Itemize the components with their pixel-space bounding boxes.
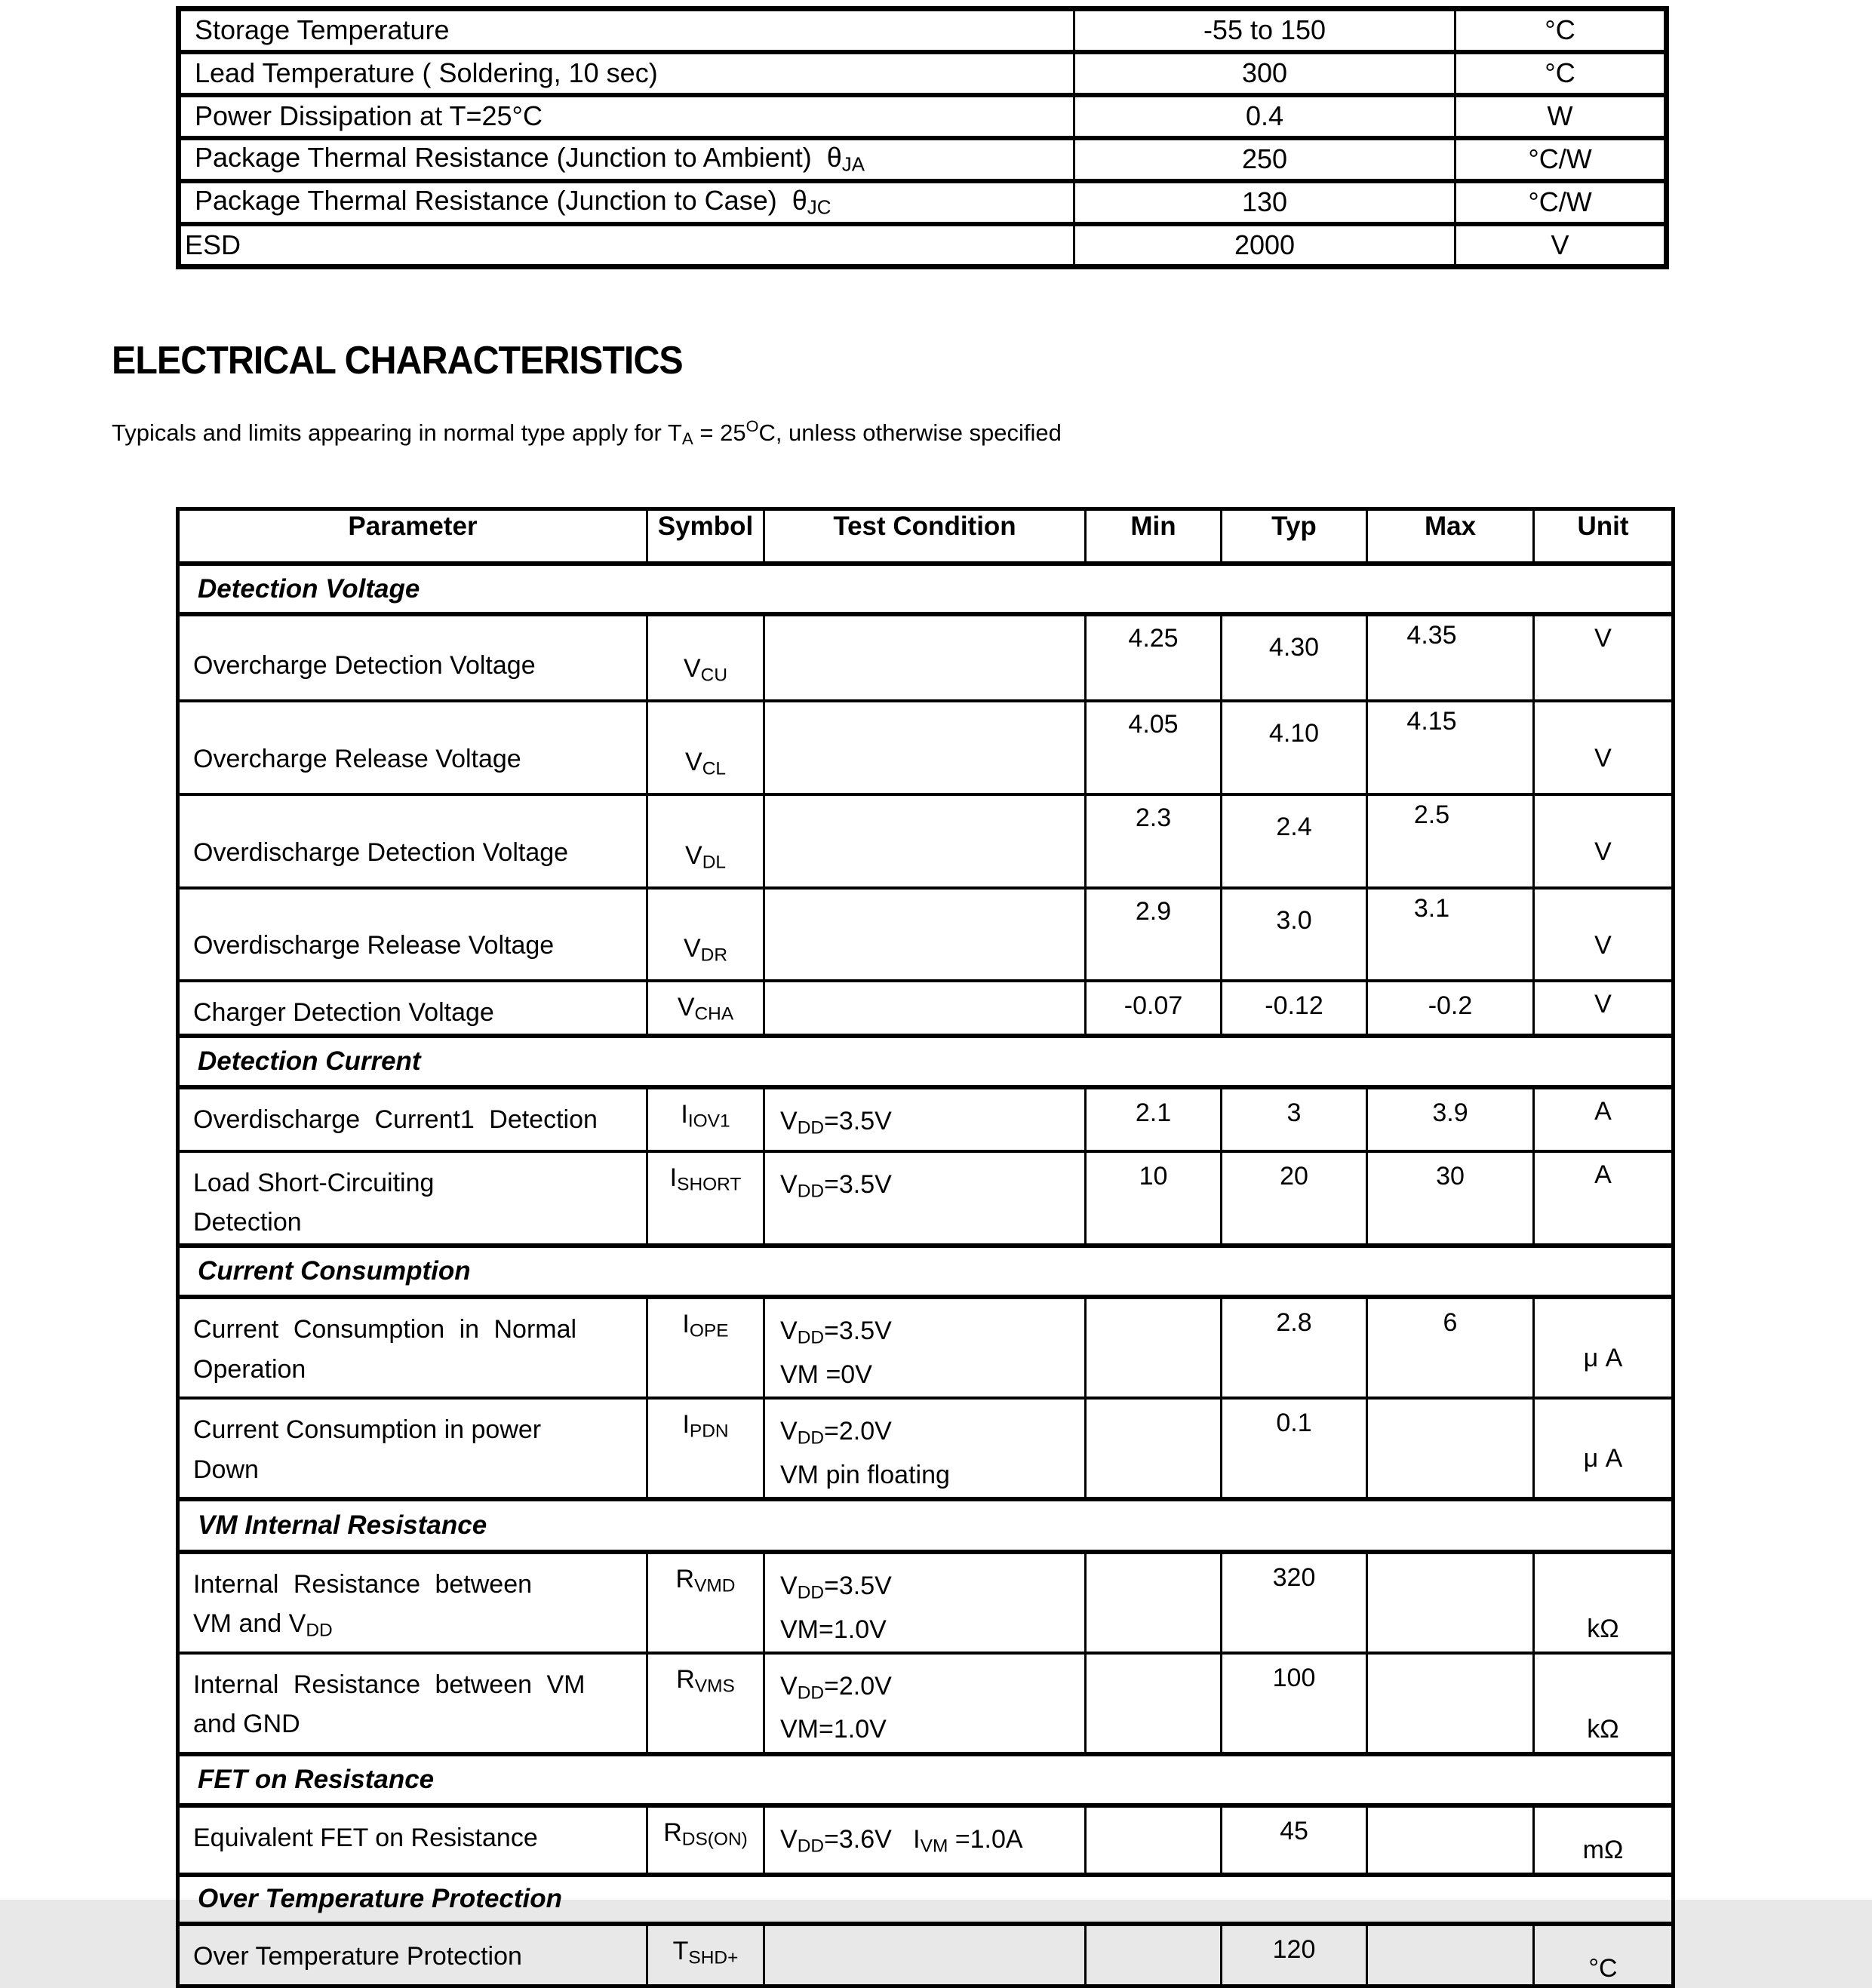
cell-min: 2.9 xyxy=(1086,888,1222,981)
cell-test-condition: VDD=3.6V IVM =1.0A xyxy=(764,1805,1086,1875)
cell-parameter: Charger Detection Voltage xyxy=(178,981,647,1036)
conditions-note: Typicals and limits appearing in normal type apply for TA = $25^OC$, unless otherwise specified xyxy=(112,416,1062,448)
cell-test-condition: VDD=3.5V VM =0V xyxy=(764,1297,1086,1398)
cell-unit: A xyxy=(1534,1151,1674,1246)
cell-typ: 0.1 xyxy=(1222,1398,1367,1499)
electrical-characteristics-table xyxy=(176,507,1675,1988)
cell-parameter: Storage Temperature xyxy=(179,9,1074,52)
cell-value: 2000 xyxy=(1074,224,1455,267)
section-row xyxy=(178,1036,1674,1087)
cell-typ: 2.8 xyxy=(1222,1297,1367,1398)
cell-max xyxy=(1367,1805,1534,1875)
cell-min: 10 xyxy=(1086,1151,1222,1246)
table-row xyxy=(178,1297,1674,1398)
abs-table-body xyxy=(179,9,1667,267)
cell-parameter: Lead Temperature ( Soldering, 10 sec) xyxy=(179,52,1074,95)
cell-test-condition: VDD=3.5V VM=1.0V xyxy=(764,1552,1086,1653)
cell-max: 3.1 xyxy=(1367,888,1534,981)
table-row xyxy=(179,138,1667,181)
table-row xyxy=(178,701,1674,794)
cell-typ: -0.12 xyxy=(1222,981,1367,1036)
column-header-parameter: Parameter xyxy=(178,509,647,564)
cell-min: 2.1 xyxy=(1086,1087,1222,1151)
cell-symbol: RDS(ON) xyxy=(647,1805,764,1875)
column-header-unit: Unit xyxy=(1534,509,1674,564)
cell-max: 30 xyxy=(1367,1151,1534,1246)
cell-symbol: VCU xyxy=(647,614,764,701)
cell-max xyxy=(1367,1398,1534,1499)
cell-unit: W xyxy=(1455,95,1667,138)
cell-test-condition: VDD=3.5V xyxy=(764,1087,1086,1151)
cell-parameter: Overdischarge Release Voltage xyxy=(178,888,647,981)
cell-typ: 4.10 xyxy=(1222,701,1367,794)
cell-symbol: IPDN xyxy=(647,1398,764,1499)
table-row xyxy=(178,1151,1674,1246)
cell-value: 300 xyxy=(1074,52,1455,95)
cell-parameter: Current Consumption in Normal Operation xyxy=(178,1297,647,1398)
cell-unit: °C xyxy=(1455,9,1667,52)
cell-symbol: IIOV1 xyxy=(647,1087,764,1151)
cell-unit: °C/W xyxy=(1455,181,1667,224)
table-row xyxy=(179,9,1667,52)
cell-parameter: Load Short-Circuiting Detection xyxy=(178,1151,647,1246)
cell-min xyxy=(1086,1924,1222,1986)
table-row xyxy=(178,888,1674,981)
cell-max: 3.9 xyxy=(1367,1087,1534,1151)
cell-max xyxy=(1367,1924,1534,1986)
cell-unit: °C/W xyxy=(1455,138,1667,181)
cell-symbol: VDR xyxy=(647,888,764,981)
cell-min xyxy=(1086,1805,1222,1875)
cell-symbol: ISHORT xyxy=(647,1151,764,1246)
cell-min xyxy=(1086,1653,1222,1754)
cell-parameter: Overcharge Detection Voltage xyxy=(178,614,647,701)
cell-symbol: RVMS xyxy=(647,1653,764,1754)
cell-parameter: Internal Resistance between VM and GND xyxy=(178,1653,647,1754)
cell-max: -0.2 xyxy=(1367,981,1534,1036)
cell-typ: 320 xyxy=(1222,1552,1367,1653)
cell-unit: V xyxy=(1534,888,1674,981)
cell-unit: μ A xyxy=(1534,1398,1674,1499)
cell-unit: °C xyxy=(1534,1924,1674,1986)
cell-max xyxy=(1367,1653,1534,1754)
header-row xyxy=(178,509,1674,564)
cell-test-condition: VDD=3.5V xyxy=(764,1151,1086,1246)
cell-parameter: Over Temperature Protection xyxy=(178,1924,647,1986)
cell-test-condition xyxy=(764,614,1086,701)
cell-unit: V xyxy=(1534,701,1674,794)
cell-typ: 120 xyxy=(1222,1924,1367,1986)
cell-typ: 20 xyxy=(1222,1151,1367,1246)
cell-parameter: Power Dissipation at T=25°C xyxy=(179,95,1074,138)
cell-min: 2.3 xyxy=(1086,794,1222,888)
column-header-test-condition: Test Condition xyxy=(764,509,1086,564)
cell-value: 0.4 xyxy=(1074,95,1455,138)
cell-test-condition: VDD=2.0V VM pin floating xyxy=(764,1398,1086,1499)
cell-max: 4.15 xyxy=(1367,701,1534,794)
cell-parameter: ESD xyxy=(179,224,1074,267)
section-label: Over Temperature Protection xyxy=(178,1875,1674,1924)
table-row xyxy=(178,1924,1674,1986)
section-row xyxy=(178,564,1674,614)
cell-max: 6 xyxy=(1367,1297,1534,1398)
cell-symbol: VDL xyxy=(647,794,764,888)
cell-unit: V xyxy=(1534,614,1674,701)
cell-parameter: Package Thermal Resistance (Junction to Ambient) θJA xyxy=(179,138,1074,181)
page-title xyxy=(112,338,726,383)
cell-unit: V xyxy=(1455,224,1667,267)
cell-min: 4.05 xyxy=(1086,701,1222,794)
column-header-max: Max xyxy=(1367,509,1534,564)
cell-test-condition xyxy=(764,701,1086,794)
cell-min xyxy=(1086,1552,1222,1653)
cell-parameter: Internal Resistance between VM and VDD xyxy=(178,1552,647,1653)
cell-symbol: TSHD+ xyxy=(647,1924,764,1986)
cell-parameter: Package Thermal Resistance (Junction to Case) θJC xyxy=(179,181,1074,224)
cell-value: 250 xyxy=(1074,138,1455,181)
absolute-maximum-ratings-table xyxy=(176,6,1669,269)
column-header-symbol: Symbol xyxy=(647,509,764,564)
cell-min: -0.07 xyxy=(1086,981,1222,1036)
ec-table-header xyxy=(178,509,1674,564)
cell-unit: °C xyxy=(1455,52,1667,95)
cell-test-condition xyxy=(764,981,1086,1036)
section-label: FET on Resistance xyxy=(178,1754,1674,1805)
section-label: Detection Voltage xyxy=(178,564,1674,614)
cell-unit: V xyxy=(1534,794,1674,888)
cell-unit: kΩ xyxy=(1534,1653,1674,1754)
cell-unit: V xyxy=(1534,981,1674,1036)
table-row xyxy=(178,794,1674,888)
table-row xyxy=(178,1552,1674,1653)
cell-typ: 4.30 xyxy=(1222,614,1367,701)
table-row xyxy=(179,224,1667,267)
cell-typ: 3 xyxy=(1222,1087,1367,1151)
table-row xyxy=(179,181,1667,224)
cell-min: 4.25 xyxy=(1086,614,1222,701)
cell-test-condition: VDD=2.0V VM=1.0V xyxy=(764,1653,1086,1754)
cell-unit: mΩ xyxy=(1534,1805,1674,1875)
table-row xyxy=(178,1087,1674,1151)
cell-symbol: VCL xyxy=(647,701,764,794)
cell-max xyxy=(1367,1552,1534,1653)
cell-max: 2.5 xyxy=(1367,794,1534,888)
cell-parameter: Equivalent FET on Resistance xyxy=(178,1805,647,1875)
cell-test-condition xyxy=(764,794,1086,888)
cell-parameter: Overdischarge Detection Voltage xyxy=(178,794,647,888)
cell-typ: 100 xyxy=(1222,1653,1367,1754)
column-header-min: Min xyxy=(1086,509,1222,564)
section-label: Current Consumption xyxy=(178,1246,1674,1297)
cell-typ: 45 xyxy=(1222,1805,1367,1875)
section-row xyxy=(178,1754,1674,1805)
page-title-text: ELECTRICAL CHARACTERISTICS xyxy=(112,339,683,383)
cell-parameter: Current Consumption in power Down xyxy=(178,1398,647,1499)
cell-max: 4.35 xyxy=(1367,614,1534,701)
cell-unit: μ A xyxy=(1534,1297,1674,1398)
section-label: VM Internal Resistance xyxy=(178,1499,1674,1552)
ec-table-body xyxy=(178,564,1674,1986)
section-row xyxy=(178,1246,1674,1297)
column-header-typ: Typ xyxy=(1222,509,1367,564)
table-row xyxy=(178,1805,1674,1875)
section-row xyxy=(178,1875,1674,1924)
cell-symbol: VCHA xyxy=(647,981,764,1036)
cell-unit: A xyxy=(1534,1087,1674,1151)
cell-test-condition xyxy=(764,1924,1086,1986)
table-row xyxy=(179,95,1667,138)
cell-min xyxy=(1086,1297,1222,1398)
table-row xyxy=(178,1398,1674,1499)
section-row xyxy=(178,1499,1674,1552)
cell-typ: 3.0 xyxy=(1222,888,1367,981)
cell-typ: 2.4 xyxy=(1222,794,1367,888)
cell-symbol: RVMD xyxy=(647,1552,764,1653)
cell-value: 130 xyxy=(1074,181,1455,224)
cell-parameter: Overdischarge Current1 Detection xyxy=(178,1087,647,1151)
cell-min xyxy=(1086,1398,1222,1499)
cell-parameter: Overcharge Release Voltage xyxy=(178,701,647,794)
table-row xyxy=(178,614,1674,701)
cell-unit: kΩ xyxy=(1534,1552,1674,1653)
cell-test-condition xyxy=(764,888,1086,981)
table-row xyxy=(179,52,1667,95)
table-row xyxy=(178,981,1674,1036)
table-row xyxy=(178,1653,1674,1754)
section-label: Detection Current xyxy=(178,1036,1674,1087)
cell-value: -55 to 150 xyxy=(1074,9,1455,52)
cell-symbol: IOPE xyxy=(647,1297,764,1398)
